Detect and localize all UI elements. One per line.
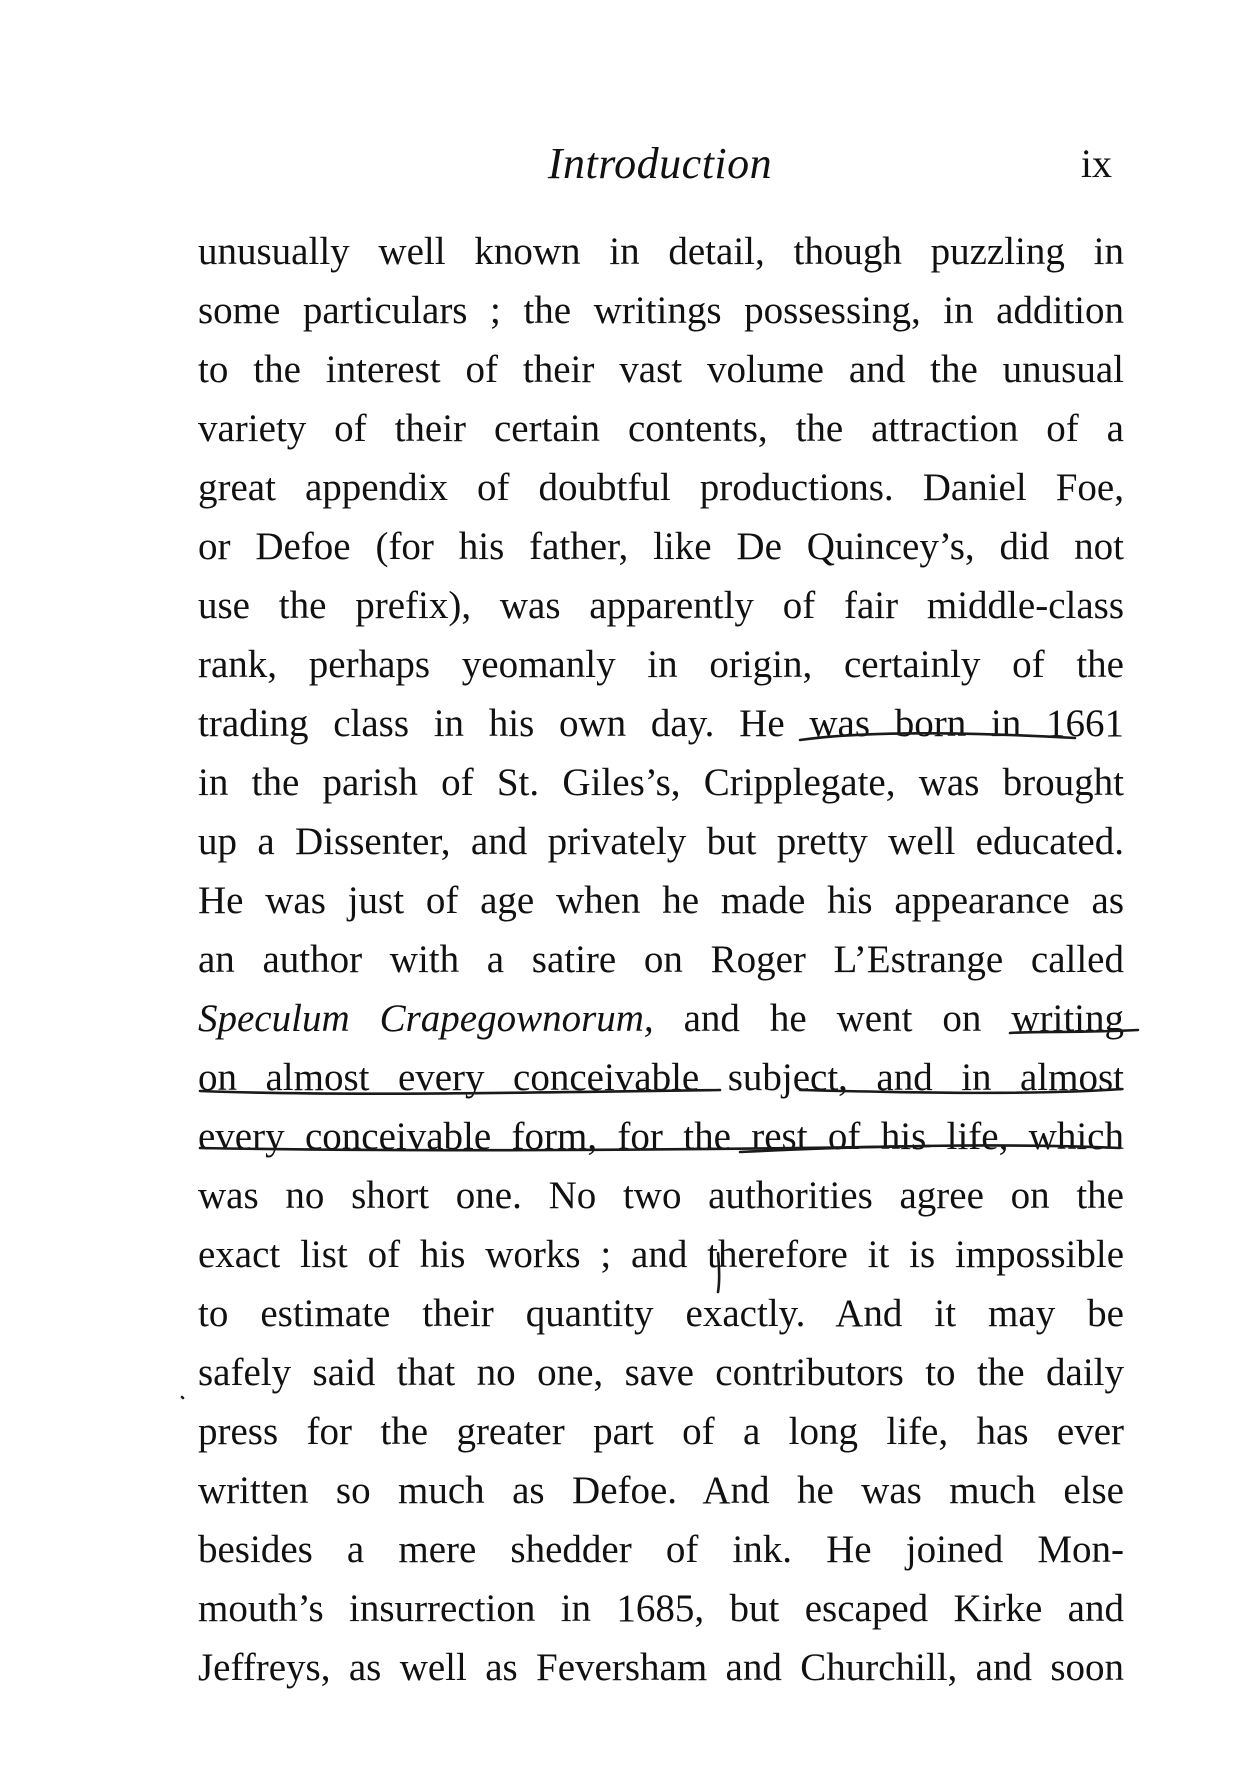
text-line: unusually well known in detail, though puzzling in — [198, 230, 1124, 273]
text-line: to the interest of their vast volume and the unusual — [198, 348, 1124, 391]
text-line-rest: and he went on writing — [683, 997, 1124, 1040]
text-line-with-title — [198, 989, 1124, 1048]
text-line: besides a mere shedder of ink. He joined Mon- — [198, 1528, 1124, 1571]
text-line: safely said that no one, save contributors to the daily — [198, 1351, 1124, 1394]
text-line: some particulars ; the writings possessing, in addition — [198, 289, 1124, 332]
text-line: mouth’s insurrection in 1685, but escaped Kirke and — [198, 1587, 1124, 1630]
text-line: Jeffreys, as well as Feversham and Churchill, and soon — [198, 1646, 1124, 1689]
margin-dot — [182, 1397, 183, 1398]
text-line: press for the greater part of a long life, has ever — [198, 1410, 1124, 1453]
body-text — [198, 222, 1124, 1697]
text-line: rank, perhaps yeomanly in origin, certainly of the — [198, 643, 1124, 686]
text-line: up a Dissenter, and privately but pretty well educated. — [198, 820, 1124, 863]
text-line: use the prefix), was apparently of fair middle-class — [198, 584, 1124, 627]
text-line: to estimate their quantity exactly. And it may be — [198, 1292, 1124, 1335]
running-head — [200, 138, 1120, 198]
text-line: written so much as Defoe. And he was much else — [198, 1469, 1124, 1512]
text-line: was no short one. No two authorities agree on the — [198, 1174, 1124, 1217]
text-line: great appendix of doubtful productions. Daniel Foe, — [198, 466, 1124, 509]
book-title-italic: Speculum Crapegownorum, — [198, 997, 654, 1040]
text-line: or Defoe (for his father, like De Quincey’s, did not — [198, 525, 1124, 568]
text-line: in the parish of St. Giles’s, Cripplegate, was brought — [198, 761, 1124, 804]
text-line: trading class in his own day. He was born in 1661 — [198, 702, 1124, 745]
running-title: Introduction — [547, 139, 773, 188]
text-line: variety of their certain contents, the attraction of a — [198, 407, 1124, 450]
text-line: on almost every conceivable subject, and in almost — [198, 1056, 1124, 1099]
page-number: ix — [1080, 141, 1112, 186]
text-line: exact list of his works ; and therefore it is impossible — [198, 1233, 1124, 1276]
text-line: every conceivable form, for the rest of his life, which — [198, 1115, 1124, 1158]
text-line: an author with a satire on Roger L’Estrange called — [198, 938, 1124, 981]
text-line: He was just of age when he made his appearance as — [198, 879, 1124, 922]
